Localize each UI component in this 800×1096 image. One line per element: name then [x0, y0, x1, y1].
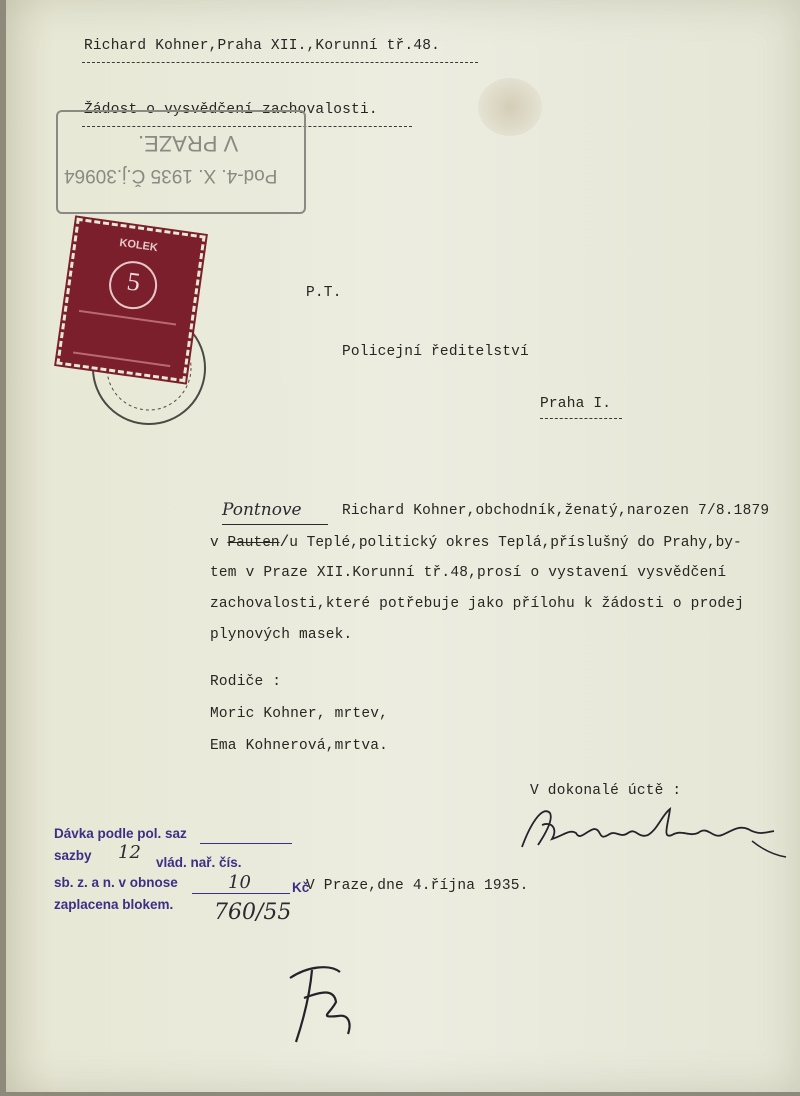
- salutation: P.T.: [306, 285, 342, 301]
- fee-stamp-line-3-rule: [192, 893, 290, 894]
- handwritten-fee-number: 12: [118, 842, 141, 863]
- parents-mother: Ema Kohnerová,mrtva.: [210, 738, 389, 754]
- handwritten-initials: [278, 958, 368, 1048]
- registry-stamp-line2: Pod-4. X. 1935 Č.j.30964: [64, 165, 278, 186]
- body-line-5: plynových masek.: [210, 627, 353, 643]
- subject-line: Žádost o vysvědčení zachovalosti.: [84, 102, 378, 118]
- parents-label: Rodiče :: [210, 674, 282, 690]
- handwritten-block-number: 760/55: [214, 900, 292, 925]
- closing-greeting: V dokonalé úctě :: [530, 783, 682, 799]
- body-line-1: Richard Kohner,obchodník,ženatý,narozen 7/8.1879: [342, 503, 770, 519]
- fee-stamp-line-2b: vlád. nař. čís.: [156, 855, 242, 870]
- body-line-3: tem v Praze XII.Korunní tř.48,prosí o vystavení vysvědčení: [210, 565, 727, 581]
- handwritten-fee-amount: 10: [228, 872, 251, 893]
- fee-stamp-line-1-rule: [200, 843, 292, 844]
- body-line-2-prefix: v: [210, 535, 219, 551]
- revenue-stamp-label: KOLEK: [118, 236, 159, 255]
- signature: [512, 795, 792, 865]
- body-line-2-rest: u Teplé,politický okres Teplá,příslušný do Prahy,by-: [289, 535, 742, 551]
- place-date: V Praze,dne 4.října 1935.: [306, 878, 529, 894]
- revenue-stamp: [56, 218, 205, 383]
- handwritten-correction: Pontnove: [222, 500, 302, 520]
- registry-stamp-line1: V PRAZE.: [138, 131, 239, 156]
- body-line-4: zachovalosti,které potřebuje jako přílohu k žádosti o prodej: [210, 596, 745, 612]
- registry-stamp: [56, 110, 306, 214]
- fee-stamp-line-3a: sb. z. a n. v obnose: [54, 875, 178, 890]
- stain: [478, 78, 542, 136]
- correction-underline: [222, 524, 328, 525]
- revenue-stamp-value: 5: [125, 266, 143, 297]
- revenue-stamp-pattern: [73, 310, 176, 367]
- fee-stamp-line-2a: sazby: [54, 848, 92, 863]
- city-underline: [540, 418, 622, 419]
- addressee-city: Praha I.: [540, 396, 612, 412]
- fee-stamp-line-4: zaplacena blokem.: [54, 897, 174, 912]
- body-line-2: v Pauten/u Teplé,politický okres Teplá,příslušný do Prahy,by-: [210, 533, 742, 551]
- fee-stamp-line-1: Dávka podle pol. saz: [54, 826, 187, 841]
- parents-father: Moric Kohner, mrtev,: [210, 706, 389, 722]
- addressee-office: Policejní ředitelství: [342, 344, 529, 360]
- applicant-underline: [82, 62, 478, 63]
- struck-word: Pauten: [227, 535, 280, 551]
- fee-stamp-line-3b: Kč: [292, 880, 310, 895]
- applicant-line: Richard Kohner,Praha XII.,Korunní tř.48.: [84, 38, 441, 54]
